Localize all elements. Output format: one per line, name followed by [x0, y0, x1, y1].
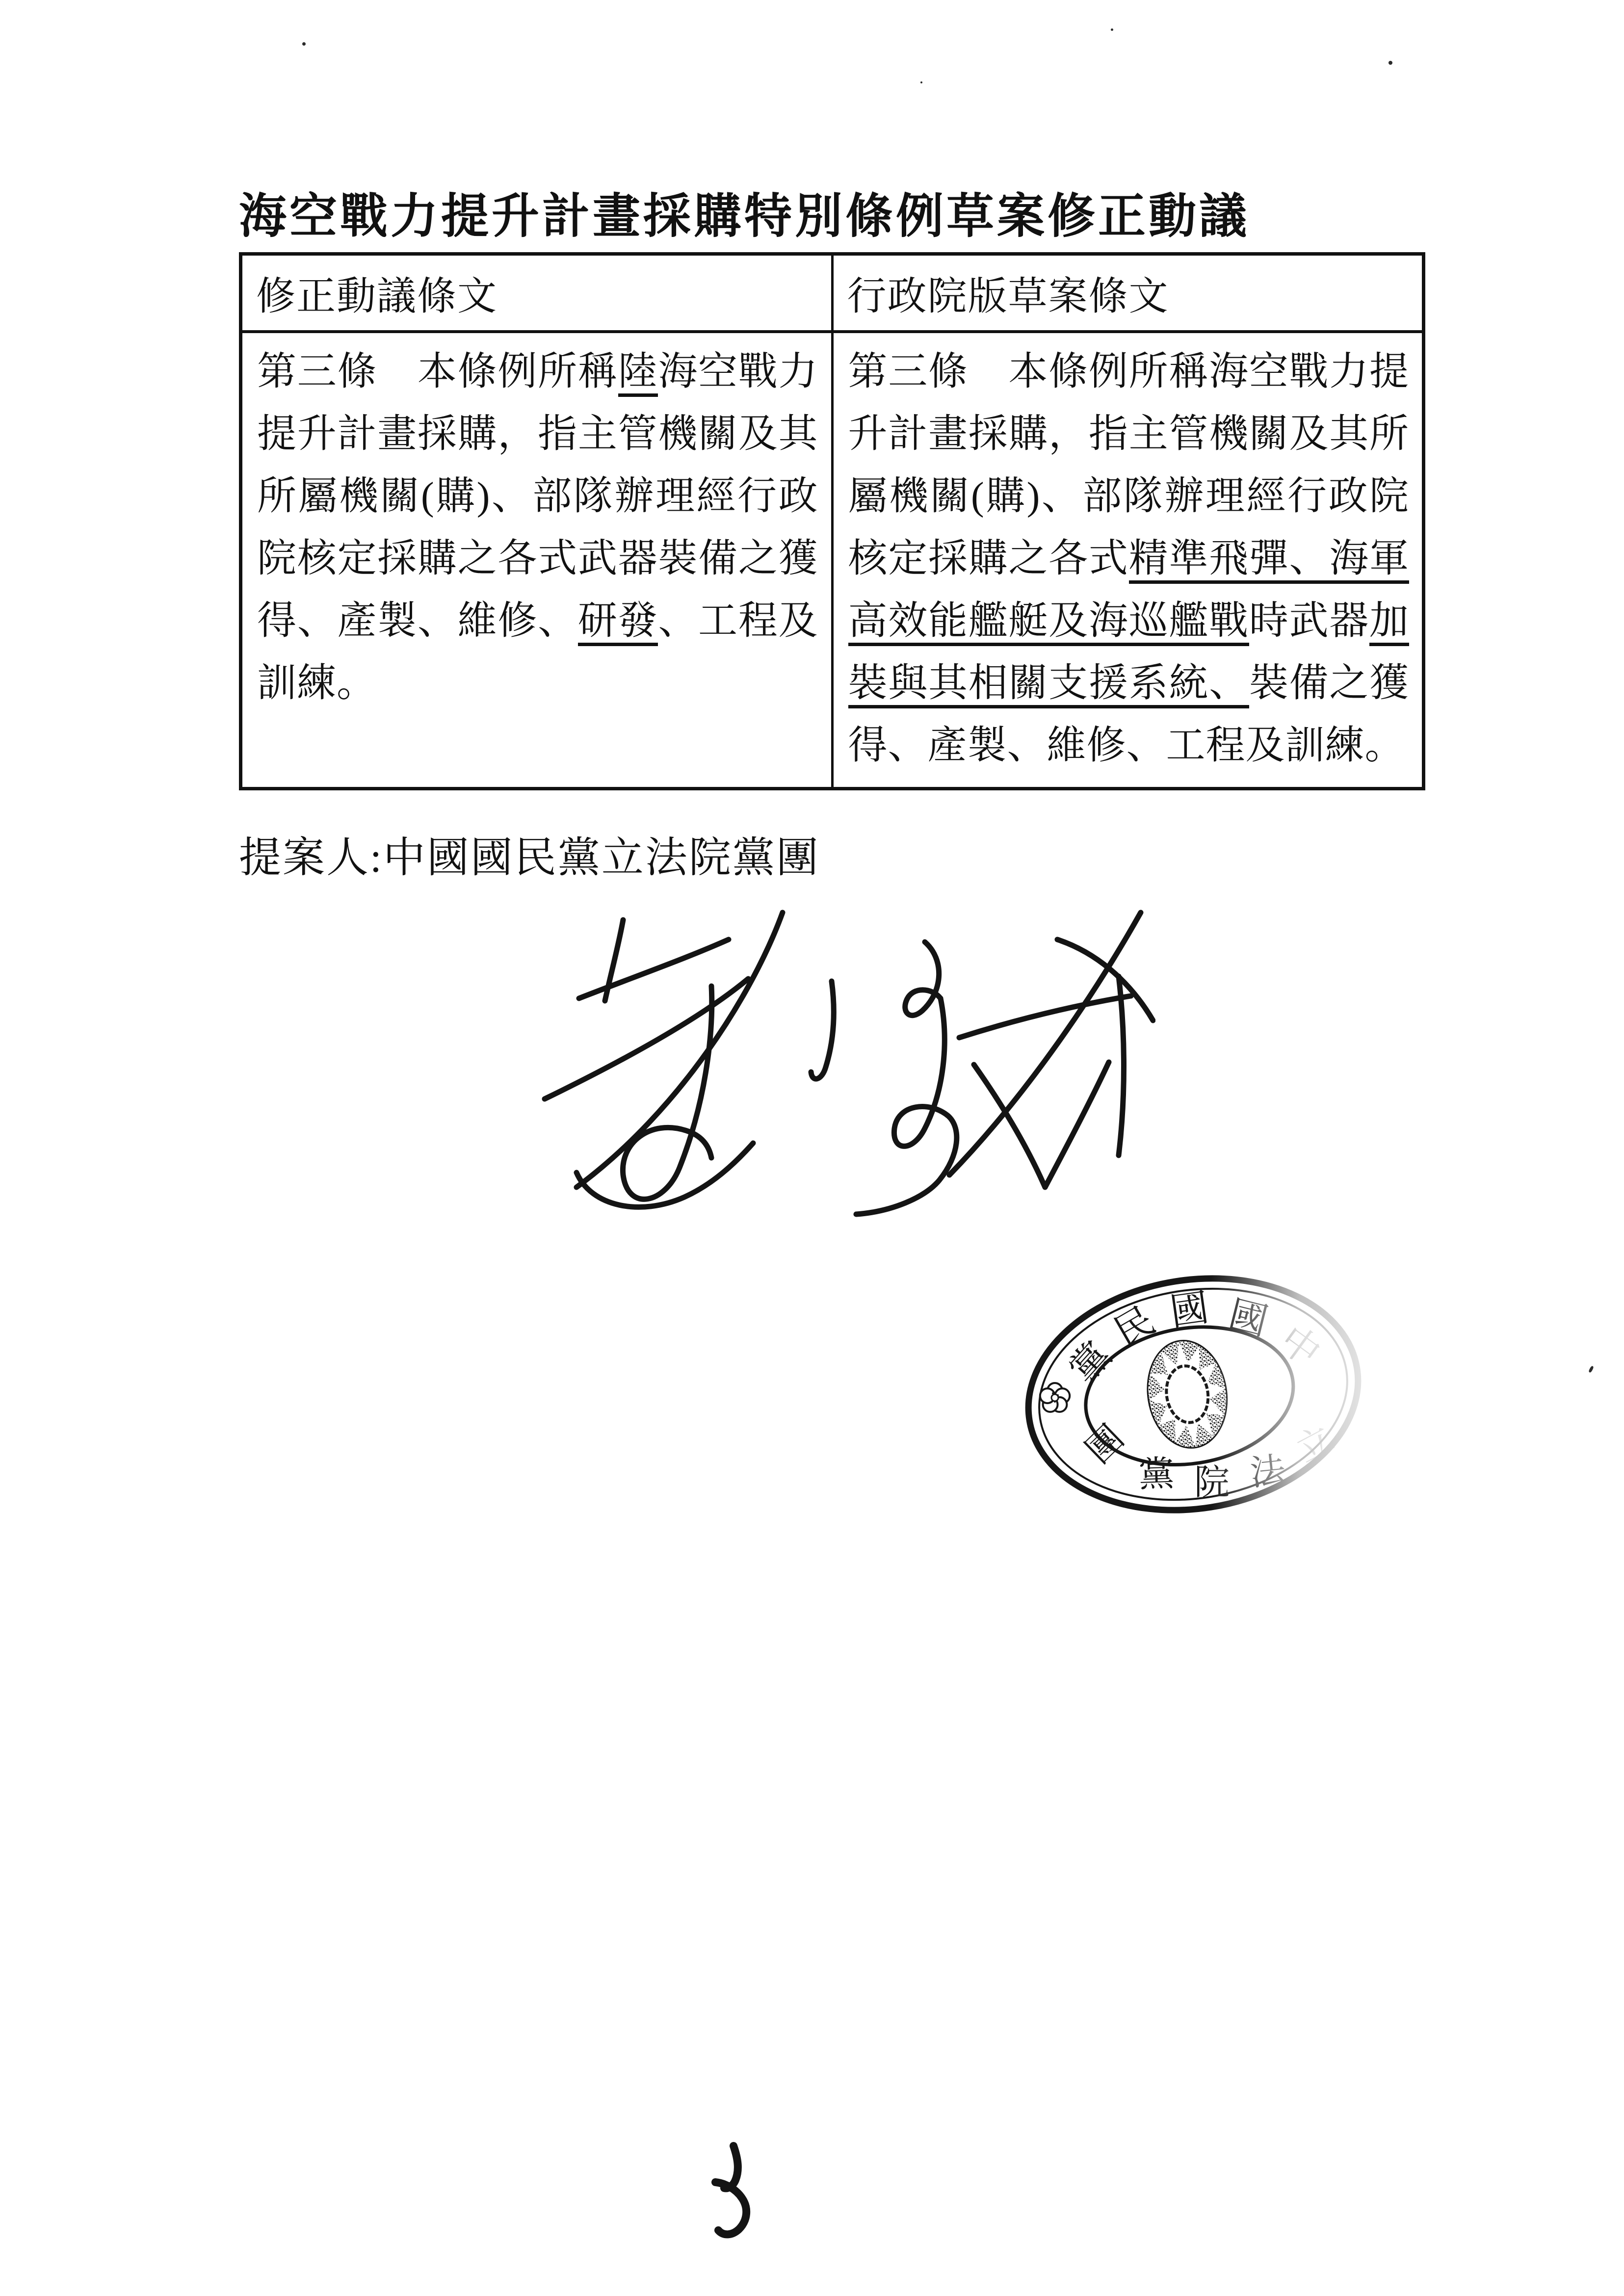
underlined-text-segment: 精準飛彈、海軍高效能艦艇及海巡艦戰 [848, 537, 1410, 646]
text-segment: 第三條 本條例所稱 [257, 350, 618, 393]
text-segment: 、工程及訓練。 [257, 599, 818, 705]
handwritten-page-number [710, 2140, 764, 2243]
handwritten-signature [518, 900, 1155, 1224]
amendment-article-cell [241, 332, 833, 789]
page-title: 海空戰力提升計畫採購特別條例草案修正動議 [239, 190, 1250, 243]
column-header-amendment: 修正動議條文 [241, 254, 833, 332]
scan-speck [1388, 61, 1392, 65]
underlined-text-segment: 研發 [578, 600, 658, 646]
text-segment: 時武器 [1249, 599, 1370, 643]
column-header-executive-draft: 行政院版草案條文 [832, 254, 1424, 332]
scan-speck [920, 81, 922, 83]
seal-fade-overlay [1017, 1272, 1370, 1517]
proposer-line: 提案人:中國國民黨立法院黨團 [239, 834, 820, 881]
underlined-text-segment: 加裝與其相關支援系統、 [848, 600, 1410, 708]
comparison-table [239, 252, 1425, 790]
text-segment: 第三條 本條例所稱海空戰力提升計畫採購，指主管機關及其所屬機關(購)、部隊辦理經行政院核定採購之各式 [848, 350, 1409, 580]
table-header-row [241, 254, 1424, 332]
scan-speck [1588, 1365, 1594, 1373]
executive-article-cell [832, 332, 1424, 789]
scan-speck [302, 42, 306, 46]
underlined-text-segment: 陸 [618, 350, 658, 397]
party-seal-stamp [1017, 1272, 1370, 1517]
text-segment: 裝備之獲得、產製、維修、工程及訓練。 [848, 661, 1410, 767]
text-segment: 海空戰力提升計畫採購，指主管機關及其所屬機關(購)、部隊辦理經行政院核定採購之各式武器裝備之獲得、產製、維修、 [257, 350, 818, 643]
scan-speck [1111, 28, 1113, 31]
table-row [241, 332, 1424, 789]
